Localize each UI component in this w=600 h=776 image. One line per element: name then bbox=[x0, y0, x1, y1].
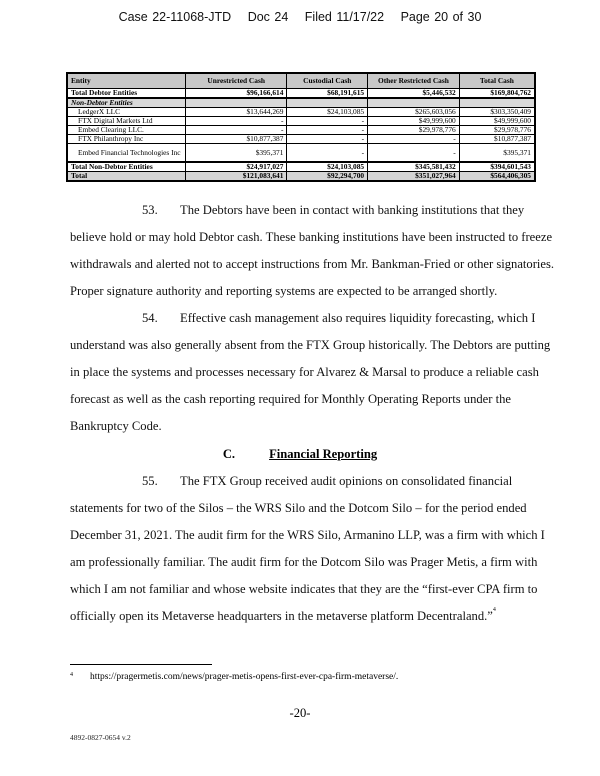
cell-other: $5,446,532 bbox=[368, 89, 460, 99]
page-count: Page 20 of 30 bbox=[400, 10, 482, 24]
paragraph-line: am professionally familiar. The audit firm for the Dotcom Silo was Prager Metis, a firm with bbox=[70, 555, 538, 569]
cell-other: $345,581,432 bbox=[368, 162, 460, 172]
cell-other: $351,027,964 bbox=[368, 172, 460, 182]
cell-entity: Embed Clearing LLC. bbox=[67, 126, 185, 135]
cell-entity: Non-Debtor Entities bbox=[67, 98, 185, 108]
cell-entity: FTX Philanthropy Inc bbox=[67, 135, 185, 144]
paragraph-text: The FTX Group received audit opinions on consolidated financial bbox=[180, 474, 513, 488]
case-number: Case 22-11068-JTD bbox=[118, 10, 232, 24]
cell-unrestricted: - bbox=[185, 126, 287, 135]
cell-unrestricted: $96,166,614 bbox=[185, 89, 287, 99]
cell-unrestricted: - bbox=[185, 117, 287, 126]
cell-entity: LedgerX LLC bbox=[67, 108, 185, 117]
document-id: 4892-0827-0654 v.2 bbox=[70, 733, 131, 742]
cell-total: $564,406,305 bbox=[459, 172, 535, 182]
cell-total: $303,350,409 bbox=[459, 108, 535, 117]
cell-unrestricted: $24,917,027 bbox=[185, 162, 287, 172]
filed-date: Filed 11/17/22 bbox=[304, 10, 385, 24]
footnote-reference[interactable]: 4 bbox=[492, 607, 496, 613]
section-heading bbox=[0, 447, 600, 462]
cell-custodial: - bbox=[287, 117, 368, 126]
cell-entity: Total bbox=[67, 172, 185, 182]
paragraph-line: Proper signature authority and reporting systems are expected to be arranged shortly. bbox=[70, 284, 498, 298]
paragraph-54-first-line bbox=[142, 311, 535, 326]
footnote bbox=[70, 672, 398, 682]
paragraph-text: The Debtors have been in contact with banking institutions that they bbox=[180, 203, 525, 217]
footnote-separator bbox=[70, 664, 212, 665]
paragraph-53-first-line bbox=[142, 203, 524, 218]
paragraph-line: which I am not familiar and whose website indicates that they are the “first-ever CPA firm to bbox=[70, 582, 538, 596]
paragraph-line: December 31, 2021. The audit firm for the WRS Silo, Armanino LLP, was a firm with which I bbox=[70, 528, 545, 542]
table-row-total-non-debtor bbox=[67, 162, 535, 172]
column-header-entity: Entity bbox=[67, 73, 185, 89]
cell-custodial: $24,103,085 bbox=[287, 108, 368, 117]
paragraph-line: statements for two of the Silos – the WRS Silo and the Dotcom Silo – for the period ended bbox=[70, 501, 527, 515]
table-section-non-debtor bbox=[67, 98, 535, 108]
table-row-grand-total bbox=[67, 172, 535, 182]
paragraph-line: withdrawals and alerted not to accept instructions from Mr. Bankman-Fried or other signatories. bbox=[70, 257, 555, 271]
paragraph-line: Bankruptcy Code. bbox=[70, 419, 162, 433]
cash-table bbox=[66, 72, 536, 182]
cell-entity: Total Debtor Entities bbox=[67, 89, 185, 99]
cell-total: $29,978,776 bbox=[459, 126, 535, 135]
cell-custodial: - bbox=[287, 144, 368, 163]
paragraph-line: believe hold or may hold Debtor cash. These banking institutions have been instructed to freeze bbox=[70, 230, 553, 244]
column-header-total: Total Cash bbox=[459, 73, 535, 89]
page-number: -20- bbox=[289, 706, 311, 720]
paragraph-text: Effective cash management also requires liquidity forecasting, which I bbox=[180, 311, 536, 325]
cell-other: $265,603,056 bbox=[368, 108, 460, 117]
cell-custodial: $24,103,085 bbox=[287, 162, 368, 172]
paragraph-line: understand was also generally absent from the FTX Group historically. The Debtors are putting bbox=[70, 338, 551, 352]
table-row bbox=[67, 135, 535, 144]
cell-custodial: - bbox=[287, 135, 368, 144]
section-letter: C. bbox=[222, 447, 236, 461]
footnote-link[interactable]: https://pragermetis.com/news/prager-metis-opens-first-ever-cpa-firm-metaverse/. bbox=[90, 672, 399, 682]
table-header-row bbox=[67, 73, 535, 89]
doc-number: Doc 24 bbox=[247, 10, 289, 24]
column-header-custodial: Custodial Cash bbox=[287, 73, 368, 89]
cell-entity: Total Non-Debtor Entities bbox=[67, 162, 185, 172]
cell-unrestricted: $395,371 bbox=[185, 144, 287, 163]
cell-custodial: $68,191,615 bbox=[287, 89, 368, 99]
paragraph-number: 55. bbox=[142, 474, 158, 488]
cell-other: - bbox=[368, 135, 460, 144]
paragraph-line-last bbox=[70, 609, 496, 624]
cell-unrestricted: $121,083,641 bbox=[185, 172, 287, 182]
paragraph-number: 54. bbox=[142, 311, 158, 325]
cell-total: $10,877,387 bbox=[459, 135, 535, 144]
table-row bbox=[67, 144, 535, 163]
paragraph-text: officially open its Metaverse headquarters in the metaverse platform Decentraland.” bbox=[70, 609, 493, 623]
cell-entity: FTX Digital Markets Ltd bbox=[67, 117, 185, 126]
footnote-number: 4 bbox=[70, 672, 73, 678]
section-title: Financial Reporting bbox=[269, 447, 378, 461]
cell-unrestricted: $13,644,269 bbox=[185, 108, 287, 117]
cell-total: $49,999,600 bbox=[459, 117, 535, 126]
cell-other: - bbox=[368, 144, 460, 163]
cell-total: $169,804,762 bbox=[459, 89, 535, 99]
case-header bbox=[0, 10, 600, 24]
paragraph-line: in place the systems and processes necessary for Alvarez & Marsal to produce a reliable cash bbox=[70, 365, 539, 379]
cell-total: $395,371 bbox=[459, 144, 535, 163]
cell-unrestricted: $10,877,387 bbox=[185, 135, 287, 144]
cell-custodial: - bbox=[287, 126, 368, 135]
column-header-unrestricted: Unrestricted Cash bbox=[185, 73, 287, 89]
cell-entity: Embed Financial Technologies Inc bbox=[67, 144, 185, 163]
cell-other: $29,978,776 bbox=[368, 126, 460, 135]
paragraph-55-first-line bbox=[142, 474, 512, 489]
column-header-other-restricted: Other Restricted Cash bbox=[368, 73, 460, 89]
cell-custodial: $92,294,700 bbox=[287, 172, 368, 182]
paragraph-number: 53. bbox=[142, 203, 158, 217]
cell-total: $394,601,543 bbox=[459, 162, 535, 172]
cell-other: $49,999,600 bbox=[368, 117, 460, 126]
table-row-total-debtor bbox=[67, 89, 535, 99]
paragraph-line: forecast as well as the cash reporting required for Monthly Operating Reports under the bbox=[70, 392, 511, 406]
